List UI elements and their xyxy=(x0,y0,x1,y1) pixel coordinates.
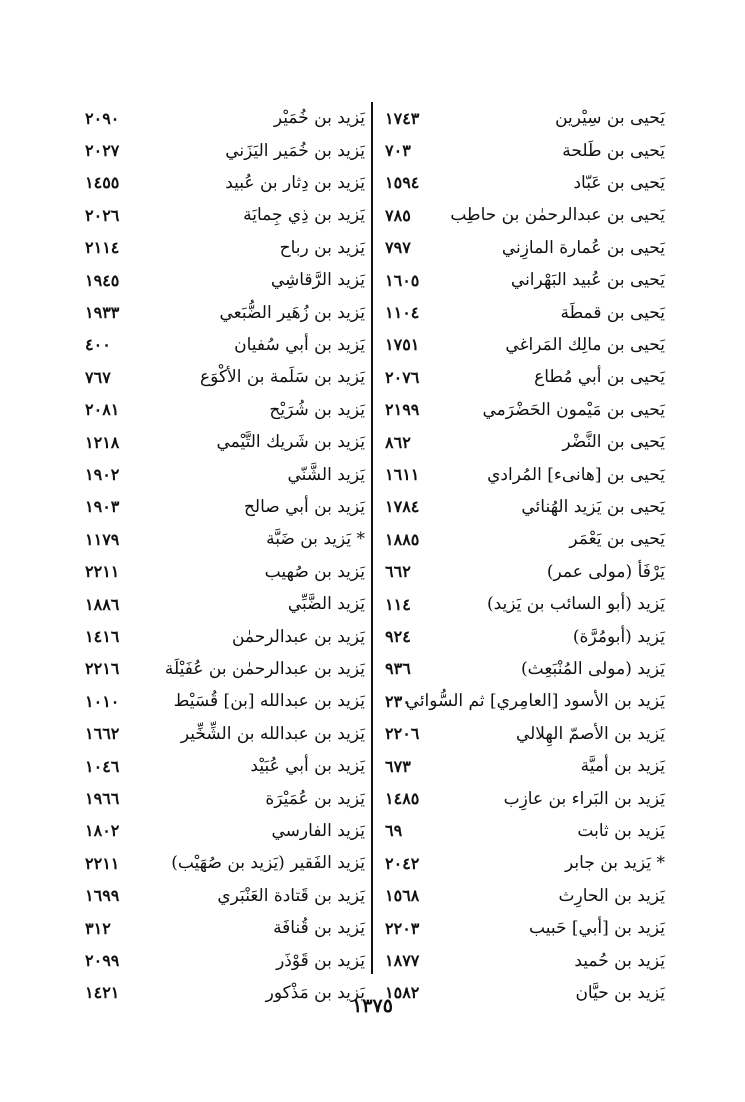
entry-page-number: ٣١٢ xyxy=(85,918,111,938)
entry-name: يَزيد بن عُمَيْرَة xyxy=(265,788,365,809)
entry-page-number: ١٠١٠ xyxy=(85,691,120,711)
entry-name: يَزيد (أبومُرَّة) xyxy=(572,626,665,647)
entry-name: * يَزيد بن جابر xyxy=(565,853,665,874)
entry-page-number: ١٦١١ xyxy=(385,465,420,485)
entry-page-number: ١٧٨٤ xyxy=(385,497,420,517)
entry-name: * يَزيد بن ضَبَّة xyxy=(266,529,365,550)
entry-name: يَحيى بن مَيْمون الحَضْرَمي xyxy=(482,399,665,420)
entry-page-number: ١٥٩٤ xyxy=(385,173,420,193)
entry-page-number: ٦٩ xyxy=(385,821,403,841)
entry-name: يَحيى بن طَلحة xyxy=(562,140,665,161)
entry-page-number: ٦٧٣ xyxy=(385,756,411,776)
entry-page-number: ٢٢٠٣ xyxy=(385,918,420,938)
entry-page-number: ٤٠٠ xyxy=(85,335,111,355)
entry-page-number: ٢٢١١ xyxy=(85,562,120,582)
entry-page-number: ٢٣٠ xyxy=(385,691,411,711)
entry-name: يَزيد بن أميَّة xyxy=(580,756,665,777)
entry-name: يَحيى بن عُمارة المازِني xyxy=(501,237,665,258)
entry-page-number: ١٤٨٥ xyxy=(385,789,420,809)
entry-page-number: ١٩٣٣ xyxy=(85,303,120,323)
entry-page-number: ١٠٤٦ xyxy=(85,756,120,776)
entry-name: يَزيد بن الأسود [العامِري] ثم السُّوائي xyxy=(405,691,665,712)
entry-name: يَحيى بن مالِك المَراغي xyxy=(505,334,665,355)
entry-name: يَحيى بن [هانىء] المُرادي xyxy=(487,464,665,485)
entry-page-number: ١٥٦٨ xyxy=(385,886,420,906)
entry-name: يَزيد بن عبدالله بن الشِّخِّير xyxy=(180,723,365,744)
entry-name: يَزيد (مولى المُنْبَعِث) xyxy=(521,658,665,679)
entry-name: يَزيد بن حيَّان xyxy=(575,982,665,1003)
entry-name: يَزيد (أبو السائب بن يَزيد) xyxy=(487,594,665,615)
entry-name: يَزيد بن أبي سُفيان xyxy=(234,334,365,355)
entry-name: يَحيى بن قمطَة xyxy=(560,302,665,323)
entry-name: يَزيد الشَّنّي xyxy=(287,464,365,485)
entry-page-number: ٢٠٨١ xyxy=(85,400,120,420)
entry-page-number: ٦٦٢ xyxy=(385,562,411,582)
entry-name: يَزيد بن قُنافَة xyxy=(273,918,365,939)
entry-name: يَرْفَأ (مولى عمر) xyxy=(546,561,665,582)
entry-page-number: ١٩٠٢ xyxy=(85,465,120,485)
entry-page-number: ٧٦٧ xyxy=(85,367,111,387)
entry-name: يَزيد الرَّقاشِي xyxy=(270,270,365,291)
entry-name: يَزيد بن سَلَمة بن الأكْوَع xyxy=(200,367,365,388)
entry-page-number: ٩٢٤ xyxy=(385,627,411,647)
entry-name: يَزيد بن خُمَيْر xyxy=(273,108,365,129)
entry-page-number: ٢١٩٩ xyxy=(385,400,420,420)
entry-name: يَحيى بن عَبّاد xyxy=(573,172,665,193)
entry-page-number: ١٥٨٢ xyxy=(385,983,420,1003)
entry-page-number: ٢٠٩٩ xyxy=(85,951,120,971)
entry-name: يَزيد بن الأصمّ الهِلالي xyxy=(515,723,665,744)
entry-name: يَحيى بن عُبيد البَهْراني xyxy=(510,270,665,291)
entry-name: يَزيد بن قَوْذَر xyxy=(276,950,365,971)
entry-name: يَزيد بن صُهيب xyxy=(264,561,365,582)
entry-name: يَحيى بن يَعْمَر xyxy=(569,529,665,550)
entry-page-number: ١٨٨٥ xyxy=(385,529,420,549)
entry-page-number: ١٦٠٥ xyxy=(385,270,420,290)
entry-name: يَزيد بن الحارِث xyxy=(558,885,665,906)
entry-page-number: ٢٠٧٦ xyxy=(385,367,420,387)
entry-name: يَزيد بن شُرَيْح xyxy=(269,399,365,420)
entry-page-number: ١٢١٨ xyxy=(85,432,120,452)
entry-page-number: ٢٠٩٠ xyxy=(85,108,120,128)
entry-name: يَحيى بن يَزيد الهُنائي xyxy=(521,496,665,517)
entry-page-number: ١١٠٤ xyxy=(385,303,420,323)
entry-name: يَحيى بن عبدالرحمٰن بن حاطِب xyxy=(450,205,665,226)
entry-name: يَزيد بن عبدالرحمٰن xyxy=(231,626,365,647)
entry-page-number: ٨٦٢ xyxy=(385,432,411,452)
entry-page-number: ١٦٦٢ xyxy=(85,724,120,744)
entry-page-number: ٢٢١٦ xyxy=(85,659,120,679)
entry-name: يَزيد بن قَتادة العَنْبَري xyxy=(217,885,365,906)
entry-name: يَزيد بن رباح xyxy=(279,237,365,258)
entry-page-number: ٢٠٢٧ xyxy=(85,141,120,161)
entry-page-number: ١٨٠٢ xyxy=(85,821,120,841)
entry-name: يَزيد بن مَذْكور xyxy=(265,982,365,1003)
column-divider xyxy=(371,102,373,974)
entry-name: يَزيد بن حُميد xyxy=(574,950,665,971)
entry-page-number: ١٤٢١ xyxy=(85,983,120,1003)
entry-page-number: ١١٤ xyxy=(385,594,411,614)
entry-name: يَزيد الضَّبِّي xyxy=(287,594,365,615)
page-number: ١٣٧٥ xyxy=(352,995,393,1017)
entry-page-number: ١٧٤٣ xyxy=(385,108,420,128)
entry-page-number: ٧٨٥ xyxy=(385,205,411,225)
entry-page-number: ٩٣٦ xyxy=(385,659,411,679)
entry-page-number: ١٩٤٥ xyxy=(85,270,120,290)
entry-name: يَزيد بن البَراء بن عازِب xyxy=(503,788,665,809)
entry-page-number: ١٧٥١ xyxy=(385,335,420,355)
entry-name: يَزيد بن خُمَير اليَزَني xyxy=(225,140,365,161)
entry-page-number: ١٤١٦ xyxy=(85,627,120,647)
entry-name: يَزيد بن أبي صالح xyxy=(243,496,365,517)
entry-page-number: ١٨٨٦ xyxy=(85,594,120,614)
entry-name: يَحيى بن أبي مُطاع xyxy=(534,367,665,388)
entry-page-number: ٢٠٢٦ xyxy=(85,205,120,225)
entry-page-number: ١٩٦٦ xyxy=(85,789,120,809)
entry-name: يَزيد بن أبي عُبَيْد xyxy=(250,756,365,777)
entry-page-number: ١٦٩٩ xyxy=(85,886,120,906)
entry-name: يَزيد الفَقير (يَزيد بن صُهَيْب) xyxy=(171,853,365,874)
entry-page-number: ٧٩٧ xyxy=(385,238,411,258)
entry-name: يَزيد الفارسي xyxy=(271,820,365,841)
entry-page-number: ٢٢١١ xyxy=(85,853,120,873)
entry-page-number: ٢٠٤٢ xyxy=(385,853,420,873)
entry-name: يَزيد بن ثابت xyxy=(577,820,665,841)
entry-name: يَزيد بن عبدالله [بن] قُسَيْط xyxy=(173,691,365,712)
entry-page-number: ١١٧٩ xyxy=(85,529,120,549)
entry-name: يَزيد بن دِثار بن عُبيد xyxy=(225,172,365,193)
entry-name: يَزيد بن [أبي] حَبيب xyxy=(529,918,665,939)
entry-name: يَزيد بن عبدالرحمٰن بن عُفَيْلَة xyxy=(164,658,365,679)
entry-page-number: ١٩٠٣ xyxy=(85,497,120,517)
entry-page-number: ٢١١٤ xyxy=(85,238,120,258)
entry-page-number: ١٤٥٥ xyxy=(85,173,120,193)
entry-name: يَحيى بن سِيْرين xyxy=(555,108,665,129)
entry-name: يَحيى بن النَّضْر xyxy=(562,432,665,453)
entry-page-number: ١٨٧٧ xyxy=(385,951,420,971)
entry-name: يَزيد بن زُهَير الضُّبَعي xyxy=(219,302,365,323)
entry-name: يَزيد بن ذِي جِمايَة xyxy=(243,205,365,226)
entry-name: يَزيد بن شَريك التَّيْمي xyxy=(216,432,365,453)
entry-page-number: ٧٠٣ xyxy=(385,141,411,161)
entry-page-number: ٢٢٠٦ xyxy=(385,724,420,744)
